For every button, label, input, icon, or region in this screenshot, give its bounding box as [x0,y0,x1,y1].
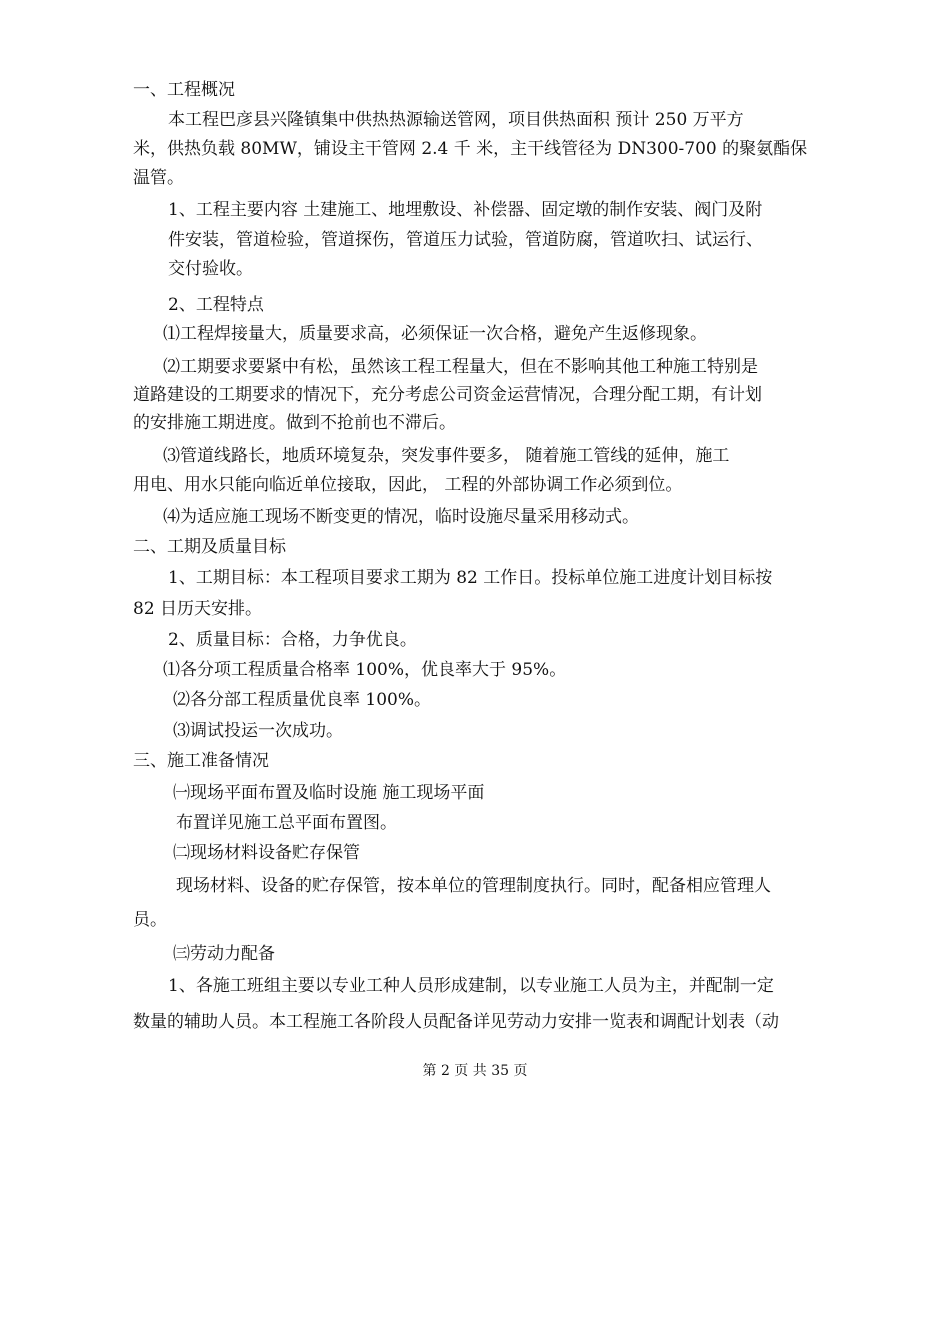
page-footer: 第 2 页 共 35 页 [422,1063,528,1079]
paragraph-line: 米，供热负载 80MW，铺设主干管网 2.4 千 米，主干线管径为 DN300-700 的聚氨酯保 [133,139,808,159]
paragraph-line: 布置详见施工总平面布置图。 [176,813,397,833]
section-heading-2: 二、工期及质量目标 [133,537,286,557]
section-heading-1: 一、工程概况 [133,80,235,100]
paragraph-line: 本工程巴彦县兴隆镇集中供热热源输送管网，项目供热面积 预计 250 万平方 [168,110,744,130]
section-heading-3: 三、施工准备情况 [133,751,269,771]
paragraph-line: 1、工程主要内容 土建施工、地埋敷设、补偿器、固定墩的制作安装、阀门及附 [168,200,763,220]
subsection-heading: ㈡现场材料设备贮存保管 [173,843,360,863]
list-item: ⑶管道线路长，地质环境复杂，突发事件要多， 随着施工管线的延伸，施工 [163,446,730,466]
subsection-heading: ㈠现场平面布置及临时设施 施工现场平面 [173,783,485,803]
paragraph-line: 2、质量目标：合格，力争优良。 [168,630,417,650]
paragraph-line: 数量的辅助人员。本工程施工各阶段人员配备详见劳动力安排一览表和调配计划表（动 [133,1012,779,1032]
list-item: ⑴工程焊接量大，质量要求高，必须保证一次合格，避免产生返修现象。 [163,324,707,344]
paragraph-line: 温管。 [133,168,184,188]
list-item: ⑵各分部工程质量优良率 100%。 [173,690,432,710]
subsection-heading: ㈢劳动力配备 [173,944,275,964]
subsection-heading: 2、工程特点 [168,295,264,315]
paragraph-line: 道路建设的工期要求的情况下，充分考虑公司资金运营情况，合理分配工期，有计划 [133,385,762,405]
list-item: ⑶调试投运一次成功。 [173,721,343,741]
paragraph-line: 用电、用水只能向临近单位接取，因此， 工程的外部协调工作必须到位。 [133,475,683,495]
paragraph-line: 员。 [133,910,167,930]
list-item: ⑴各分项工程质量合格率 100%，优良率大于 95%。 [163,660,567,680]
paragraph-line: 1、工期目标：本工程项目要求工期为 82 工作日。投标单位施工进度计划目标按 [168,568,773,588]
paragraph-line: 现场材料、设备的贮存保管，按本单位的管理制度执行。同时，配备相应管理人 [176,876,771,896]
paragraph-line: 1、各施工班组主要以专业工种人员形成建制，以专业施工人员为主，并配制一定 [168,976,774,996]
list-item: ⑷为适应施工现场不断变更的情况，临时设施尽量采用移动式。 [163,507,639,527]
paragraph-line: 的安排施工期进度。做到不抢前也不滞后。 [133,413,456,433]
paragraph-line: 件安装，管道检验，管道探伤，管道压力试验，管道防腐，管道吹扫、试运行、 [168,230,763,250]
paragraph-line: 82 日历天安排。 [133,599,263,619]
list-item: ⑵工期要求要紧中有松，虽然该工程工程量大，但在不影响其他工种施工特别是 [163,357,758,377]
paragraph-line: 交付验收。 [168,259,253,279]
